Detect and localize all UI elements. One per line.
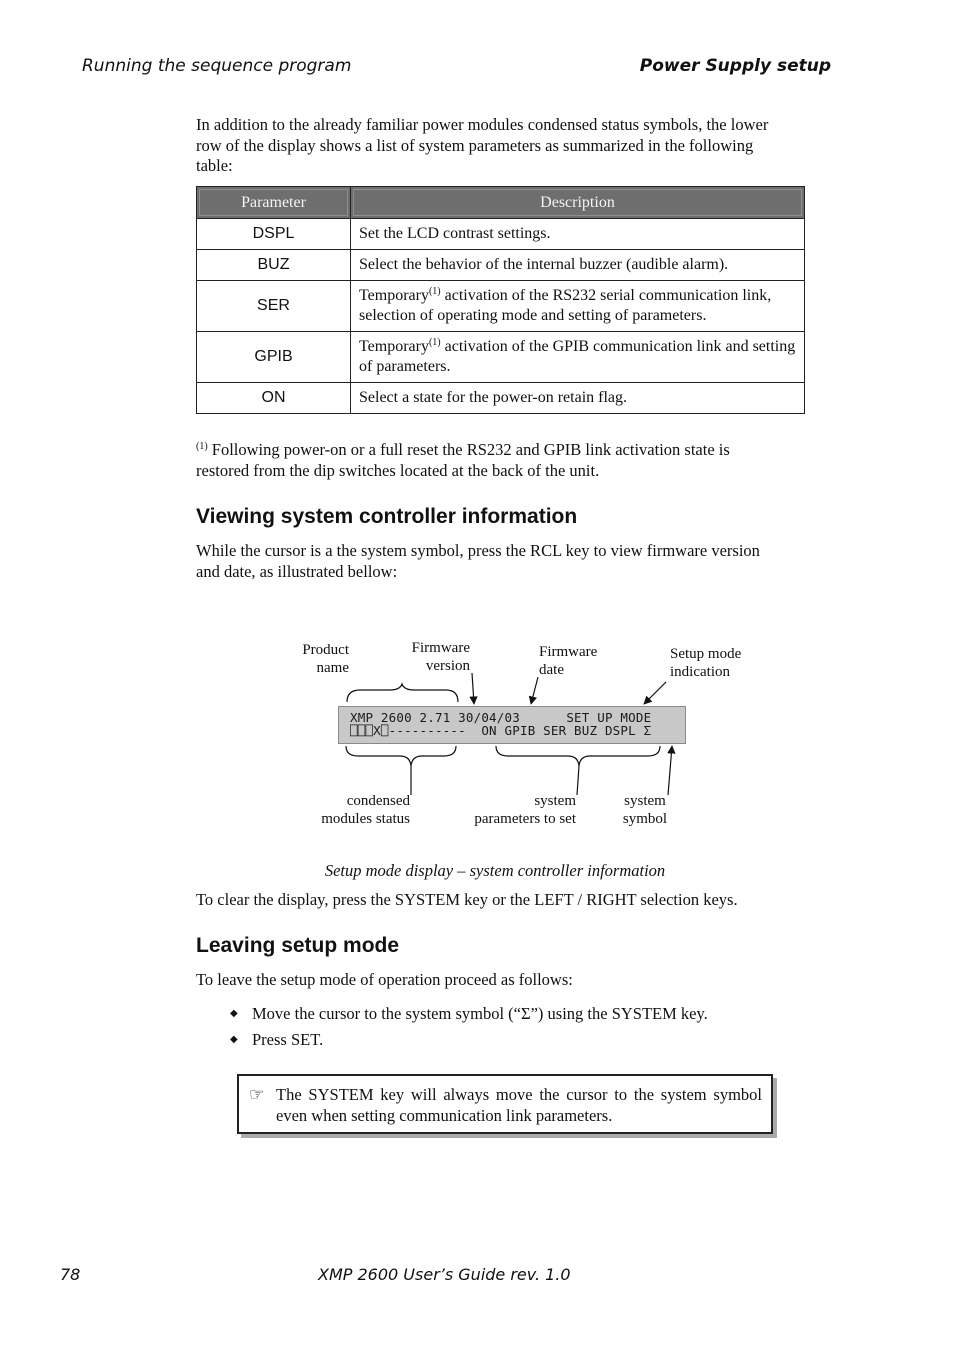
figure-caption: Setup mode display – system controller information [324,861,666,880]
running-header-right: Power Supply setup [639,56,831,76]
param-cell: ON [197,383,351,414]
footnote-text: Following power-on or a full reset the RS232 and GPIB link activation state is restored from the dip switches located at the back of the unit. [196,440,730,480]
desc-cell: Select the behavior of the internal buzzer (audible alarm). [351,250,805,281]
label-condensed-status: condensed modules status [321,793,410,827]
leaving-paragraph: To leave the setup mode of operation proceed as follows: [196,970,573,989]
lcd-row-2: ⎕⎕⎕X⎕---------- ON GPIB SER BUZ DSPL Σ [350,723,652,738]
list-item: ◆ Move the cursor to the system symbol (“Σ”) using the SYSTEM key. [230,1001,708,1027]
note-text: The SYSTEM key will always move the cursor to the system symbol even when setting communication link parameters. [276,1085,762,1125]
viewing-paragraph: While the cursor is a the system symbol, press the RCL key to view firmware version and date, as illustrated bellow: [196,541,760,581]
param-cell: GPIB [197,332,351,383]
note-box [237,1074,773,1134]
label-setup-mode: Setup mode indication [670,646,742,680]
hand-pointing-icon: ☞ [249,1085,265,1104]
desc-cell: Temporary$^{(1)}$ activation of the GPIB communication link and setting of parameters. [351,332,805,383]
desc-cell: Select a state for the power-on retain flag. [351,383,805,414]
section-heading-leaving: Leaving setup mode [196,934,400,957]
label-system-parameters: system parameters to set [474,793,576,827]
column-header-description: Description [351,187,805,219]
param-cell: DSPL [197,219,351,250]
footnote-mark: (1) [196,441,208,452]
diamond-bullet-icon: ◆ [230,1034,238,1045]
label-firmware-version: Firmware version [411,640,470,674]
param-cell: BUZ [197,250,351,281]
clear-display-paragraph: To clear the display, press the SYSTEM key or the LEFT / RIGHT selection keys. [196,890,738,909]
intro-paragraph: In addition to the already familiar power modules condensed status symbols, the lower row of the display shows a list of system parameters as summarized in the following table: [196,115,769,175]
page-number: 78 [60,1265,81,1284]
list-item: ◆ Press SET. [230,1027,708,1053]
running-header-left: Running the sequence program [82,56,352,76]
label-firmware-date: Firmware date [539,644,598,678]
column-header-parameter: Parameter [197,187,351,219]
param-cell: SER [197,281,351,332]
footer-title: XMP 2600 User’s Guide rev. 1.0 [318,1265,571,1284]
label-system-symbol: system symbol [622,793,668,827]
label-product-name: Product name [302,642,349,676]
lcd-display [338,706,686,744]
section-heading-viewing: Viewing system controller information [196,505,578,528]
desc-cell: Temporary$^{(1)}$ activation of the RS232 serial communication link, selection of operating mode and setting of parameters. [351,281,805,332]
diamond-bullet-icon: ◆ [230,1008,238,1019]
desc-cell: Set the LCD contrast settings. [351,219,805,250]
lcd-row-1: XMP 2600 2.71 30/04/03 SET UP MODE [350,710,652,725]
steps-list [230,1001,708,1053]
